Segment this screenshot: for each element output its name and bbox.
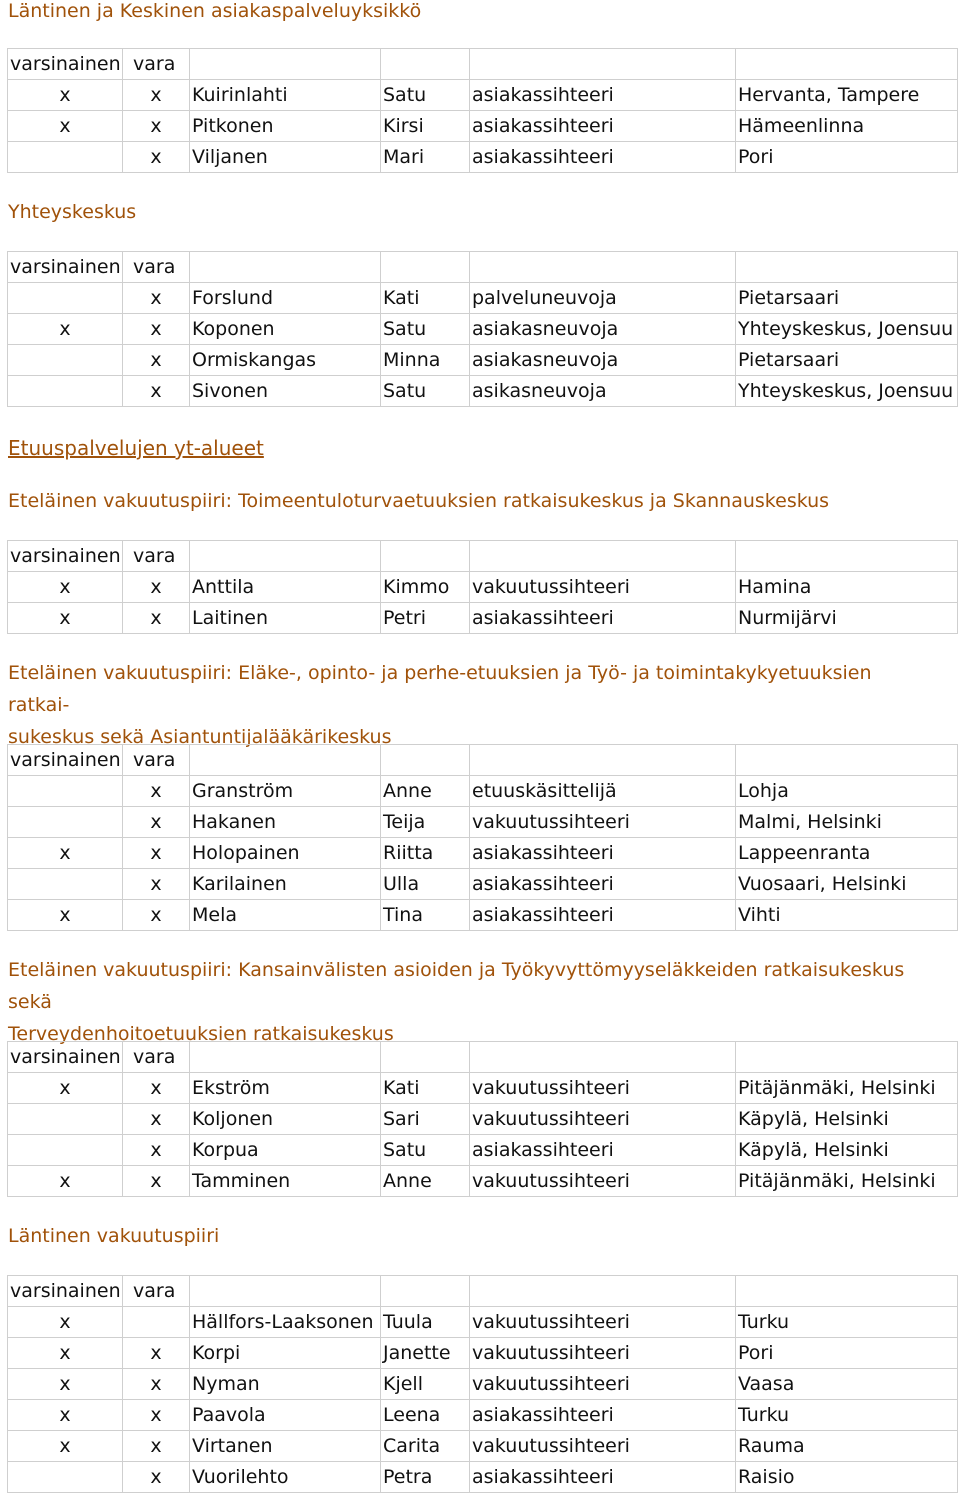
- section-title: Läntinen ja Keskinen asiakaspalveluyksikkö: [8, 0, 422, 22]
- location: Pitäjänmäki, Helsinki: [736, 1073, 958, 1104]
- table-row: [8, 900, 958, 931]
- section-title: [8, 954, 938, 1050]
- job-title: asiakassihteeri: [470, 869, 736, 900]
- primary-mark: x: [8, 80, 123, 111]
- last-name: Anttila: [190, 572, 381, 603]
- job-title: vakuutussihteeri: [470, 572, 736, 603]
- job-title: vakuutussihteeri: [470, 1073, 736, 1104]
- section-title: Läntinen vakuutuspiiri: [8, 1225, 220, 1247]
- first-name: Petri: [381, 603, 470, 634]
- header-empty-cell: [736, 1276, 958, 1307]
- job-title: asikasneuvoja: [470, 376, 736, 407]
- last-name: Ormiskangas: [190, 345, 381, 376]
- table-header-row: [8, 252, 958, 283]
- job-title: vakuutussihteeri: [470, 807, 736, 838]
- group-heading: Etuuspalvelujen yt-alueet: [8, 436, 264, 460]
- table-header-row: [8, 745, 958, 776]
- header-primary: varsinainen: [8, 49, 123, 80]
- first-name: Sari: [381, 1104, 470, 1135]
- primary-mark: [8, 1104, 123, 1135]
- location: Hämeenlinna: [736, 111, 958, 142]
- backup-mark: x: [123, 1073, 190, 1104]
- header-empty-cell: [736, 745, 958, 776]
- backup-mark: [123, 1307, 190, 1338]
- job-title: asiakassihteeri: [470, 142, 736, 173]
- header-empty-cell: [381, 541, 470, 572]
- table-row: [8, 869, 958, 900]
- primary-mark: x: [8, 603, 123, 634]
- job-title: asiakassihteeri: [470, 603, 736, 634]
- primary-mark: x: [8, 1307, 123, 1338]
- first-name: Carita: [381, 1431, 470, 1462]
- backup-mark: x: [123, 1338, 190, 1369]
- backup-mark: x: [123, 1166, 190, 1197]
- header-empty-cell: [381, 745, 470, 776]
- first-name: Satu: [381, 1135, 470, 1166]
- section-title-line: Eteläinen vakuutuspiiri: Kansainvälisten asioiden ja Työkyvyttömyyseläkkeiden ratkaisukeskus sekä: [8, 959, 905, 1013]
- primary-mark: [8, 283, 123, 314]
- staff-table: [7, 48, 958, 173]
- table-header-row: [8, 1276, 958, 1307]
- primary-mark: x: [8, 111, 123, 142]
- primary-mark: x: [8, 1166, 123, 1197]
- last-name: Mela: [190, 900, 381, 931]
- header-empty-cell: [381, 252, 470, 283]
- table-row: [8, 807, 958, 838]
- primary-mark: x: [8, 1369, 123, 1400]
- job-title: vakuutussihteeri: [470, 1104, 736, 1135]
- location: Turku: [736, 1400, 958, 1431]
- location: Käpylä, Helsinki: [736, 1135, 958, 1166]
- table-row: [8, 111, 958, 142]
- table-row: [8, 1104, 958, 1135]
- primary-mark: [8, 1462, 123, 1493]
- table-row: [8, 1400, 958, 1431]
- primary-mark: [8, 776, 123, 807]
- location: Pitäjänmäki, Helsinki: [736, 1166, 958, 1197]
- header-empty-cell: [190, 252, 381, 283]
- last-name: Paavola: [190, 1400, 381, 1431]
- table-header-row: [8, 541, 958, 572]
- staff-table: [7, 251, 958, 407]
- header-empty-cell: [470, 1276, 736, 1307]
- last-name: Hakanen: [190, 807, 381, 838]
- header-empty-cell: [190, 49, 381, 80]
- primary-mark: x: [8, 1073, 123, 1104]
- first-name: Teija: [381, 807, 470, 838]
- job-title: etuuskäsittelijä: [470, 776, 736, 807]
- header-backup: vara: [123, 252, 190, 283]
- job-title: asiakassihteeri: [470, 1462, 736, 1493]
- header-empty-cell: [736, 1042, 958, 1073]
- location: Hamina: [736, 572, 958, 603]
- first-name: Ulla: [381, 869, 470, 900]
- section-title: [8, 657, 938, 753]
- last-name: Karilainen: [190, 869, 381, 900]
- first-name: Kjell: [381, 1369, 470, 1400]
- table-row: [8, 1135, 958, 1166]
- job-title: vakuutussihteeri: [470, 1307, 736, 1338]
- table-row: [8, 838, 958, 869]
- table-row: [8, 1073, 958, 1104]
- job-title: palveluneuvoja: [470, 283, 736, 314]
- location: Raisio: [736, 1462, 958, 1493]
- last-name: Forslund: [190, 283, 381, 314]
- header-empty-cell: [736, 252, 958, 283]
- job-title: vakuutussihteeri: [470, 1431, 736, 1462]
- backup-mark: x: [123, 869, 190, 900]
- job-title: asiakassihteeri: [470, 1135, 736, 1166]
- header-empty-cell: [190, 745, 381, 776]
- backup-mark: x: [123, 1462, 190, 1493]
- primary-mark: x: [8, 314, 123, 345]
- job-title: asiakassihteeri: [470, 900, 736, 931]
- backup-mark: x: [123, 1104, 190, 1135]
- backup-mark: x: [123, 1431, 190, 1462]
- first-name: Kimmo: [381, 572, 470, 603]
- table-row: [8, 603, 958, 634]
- header-empty-cell: [381, 49, 470, 80]
- staff-table: [7, 540, 958, 634]
- header-empty-cell: [190, 1276, 381, 1307]
- location: Lappeenranta: [736, 838, 958, 869]
- location: Pietarsaari: [736, 283, 958, 314]
- location: Pori: [736, 1338, 958, 1369]
- backup-mark: x: [123, 376, 190, 407]
- primary-mark: [8, 807, 123, 838]
- backup-mark: x: [123, 1400, 190, 1431]
- last-name: Holopainen: [190, 838, 381, 869]
- section-title-line: Eteläinen vakuutuspiiri: Eläke-, opinto- ja perhe-etuuksien ja Työ- ja toimintakykyetuuksien ratkai-: [8, 662, 872, 716]
- backup-mark: x: [123, 314, 190, 345]
- first-name: Satu: [381, 376, 470, 407]
- table-row: [8, 1369, 958, 1400]
- first-name: Satu: [381, 80, 470, 111]
- header-empty-cell: [736, 49, 958, 80]
- backup-mark: x: [123, 1135, 190, 1166]
- first-name: Leena: [381, 1400, 470, 1431]
- backup-mark: x: [123, 1369, 190, 1400]
- first-name: Tina: [381, 900, 470, 931]
- table-row: [8, 776, 958, 807]
- header-empty-cell: [381, 1042, 470, 1073]
- last-name: Korpi: [190, 1338, 381, 1369]
- last-name: Korpua: [190, 1135, 381, 1166]
- last-name: Koljonen: [190, 1104, 381, 1135]
- header-empty-cell: [470, 745, 736, 776]
- last-name: Kuirinlahti: [190, 80, 381, 111]
- header-backup: vara: [123, 541, 190, 572]
- staff-table: [7, 744, 958, 931]
- header-backup: vara: [123, 1042, 190, 1073]
- header-primary: varsinainen: [8, 1276, 123, 1307]
- location: Lohja: [736, 776, 958, 807]
- table-row: [8, 376, 958, 407]
- job-title: vakuutussihteeri: [470, 1166, 736, 1197]
- last-name: Ekström: [190, 1073, 381, 1104]
- staff-table: [7, 1041, 958, 1197]
- first-name: Tuula: [381, 1307, 470, 1338]
- header-backup: vara: [123, 1276, 190, 1307]
- table-row: [8, 1166, 958, 1197]
- job-title: asiakassihteeri: [470, 111, 736, 142]
- header-empty-cell: [470, 1042, 736, 1073]
- job-title: asiakasneuvoja: [470, 314, 736, 345]
- primary-mark: x: [8, 900, 123, 931]
- backup-mark: x: [123, 111, 190, 142]
- location: Yhteyskeskus, Joensuu: [736, 376, 958, 407]
- primary-mark: x: [8, 572, 123, 603]
- primary-mark: [8, 869, 123, 900]
- last-name: Tamminen: [190, 1166, 381, 1197]
- header-empty-cell: [470, 252, 736, 283]
- table-row: [8, 80, 958, 111]
- staff-table: [7, 1275, 958, 1493]
- table-row: [8, 1462, 958, 1493]
- table-row: [8, 345, 958, 376]
- header-empty-cell: [470, 49, 736, 80]
- first-name: Mari: [381, 142, 470, 173]
- first-name: Satu: [381, 314, 470, 345]
- backup-mark: x: [123, 572, 190, 603]
- backup-mark: x: [123, 283, 190, 314]
- header-empty-cell: [736, 541, 958, 572]
- location: Vaasa: [736, 1369, 958, 1400]
- last-name: Viljanen: [190, 142, 381, 173]
- section-title: Eteläinen vakuutuspiiri: Toimeentuloturvaetuuksien ratkaisukeskus ja Skannauskeskus: [8, 490, 830, 512]
- location: Rauma: [736, 1431, 958, 1462]
- first-name: Petra: [381, 1462, 470, 1493]
- location: Pietarsaari: [736, 345, 958, 376]
- location: Vuosaari, Helsinki: [736, 869, 958, 900]
- first-name: Kirsi: [381, 111, 470, 142]
- primary-mark: x: [8, 1431, 123, 1462]
- primary-mark: [8, 1135, 123, 1166]
- location: Yhteyskeskus, Joensuu: [736, 314, 958, 345]
- table-header-row: [8, 1042, 958, 1073]
- primary-mark: [8, 376, 123, 407]
- header-backup: vara: [123, 745, 190, 776]
- header-primary: varsinainen: [8, 541, 123, 572]
- backup-mark: x: [123, 142, 190, 173]
- primary-mark: x: [8, 838, 123, 869]
- section-title-line: sukeskus sekä Asiantuntijalääkärikeskus: [8, 726, 392, 748]
- section-title: Yhteyskeskus: [8, 201, 137, 223]
- location: Hervanta, Tampere: [736, 80, 958, 111]
- primary-mark: x: [8, 1400, 123, 1431]
- header-empty-cell: [470, 541, 736, 572]
- header-primary: varsinainen: [8, 745, 123, 776]
- backup-mark: x: [123, 838, 190, 869]
- job-title: asiakassihteeri: [470, 838, 736, 869]
- table-row: [8, 314, 958, 345]
- last-name: Nyman: [190, 1369, 381, 1400]
- job-title: vakuutussihteeri: [470, 1369, 736, 1400]
- table-row: [8, 572, 958, 603]
- header-empty-cell: [381, 1276, 470, 1307]
- backup-mark: x: [123, 807, 190, 838]
- first-name: Janette: [381, 1338, 470, 1369]
- last-name: Virtanen: [190, 1431, 381, 1462]
- last-name: Granström: [190, 776, 381, 807]
- header-empty-cell: [190, 1042, 381, 1073]
- job-title: asiakasneuvoja: [470, 345, 736, 376]
- backup-mark: x: [123, 345, 190, 376]
- table-row: [8, 142, 958, 173]
- last-name: Hällfors-Laaksonen: [190, 1307, 381, 1338]
- backup-mark: x: [123, 900, 190, 931]
- location: Käpylä, Helsinki: [736, 1104, 958, 1135]
- backup-mark: x: [123, 80, 190, 111]
- location: Nurmijärvi: [736, 603, 958, 634]
- table-row: [8, 1338, 958, 1369]
- first-name: Anne: [381, 1166, 470, 1197]
- location: Turku: [736, 1307, 958, 1338]
- table-header-row: [8, 49, 958, 80]
- header-primary: varsinainen: [8, 252, 123, 283]
- table-row: [8, 283, 958, 314]
- last-name: Laitinen: [190, 603, 381, 634]
- primary-mark: x: [8, 1338, 123, 1369]
- primary-mark: [8, 345, 123, 376]
- first-name: Anne: [381, 776, 470, 807]
- job-title: vakuutussihteeri: [470, 1338, 736, 1369]
- last-name: Sivonen: [190, 376, 381, 407]
- backup-mark: x: [123, 776, 190, 807]
- header-primary: varsinainen: [8, 1042, 123, 1073]
- backup-mark: x: [123, 603, 190, 634]
- table-row: [8, 1431, 958, 1462]
- location: Malmi, Helsinki: [736, 807, 958, 838]
- last-name: Pitkonen: [190, 111, 381, 142]
- first-name: Kati: [381, 1073, 470, 1104]
- location: Vihti: [736, 900, 958, 931]
- location: Pori: [736, 142, 958, 173]
- header-empty-cell: [190, 541, 381, 572]
- first-name: Kati: [381, 283, 470, 314]
- first-name: Riitta: [381, 838, 470, 869]
- first-name: Minna: [381, 345, 470, 376]
- job-title: asiakassihteeri: [470, 1400, 736, 1431]
- table-row: [8, 1307, 958, 1338]
- header-backup: vara: [123, 49, 190, 80]
- job-title: asiakassihteeri: [470, 80, 736, 111]
- last-name: Koponen: [190, 314, 381, 345]
- primary-mark: [8, 142, 123, 173]
- last-name: Vuorilehto: [190, 1462, 381, 1493]
- section-title-line: Terveydenhoitoetuuksien ratkaisukeskus: [8, 1023, 394, 1045]
